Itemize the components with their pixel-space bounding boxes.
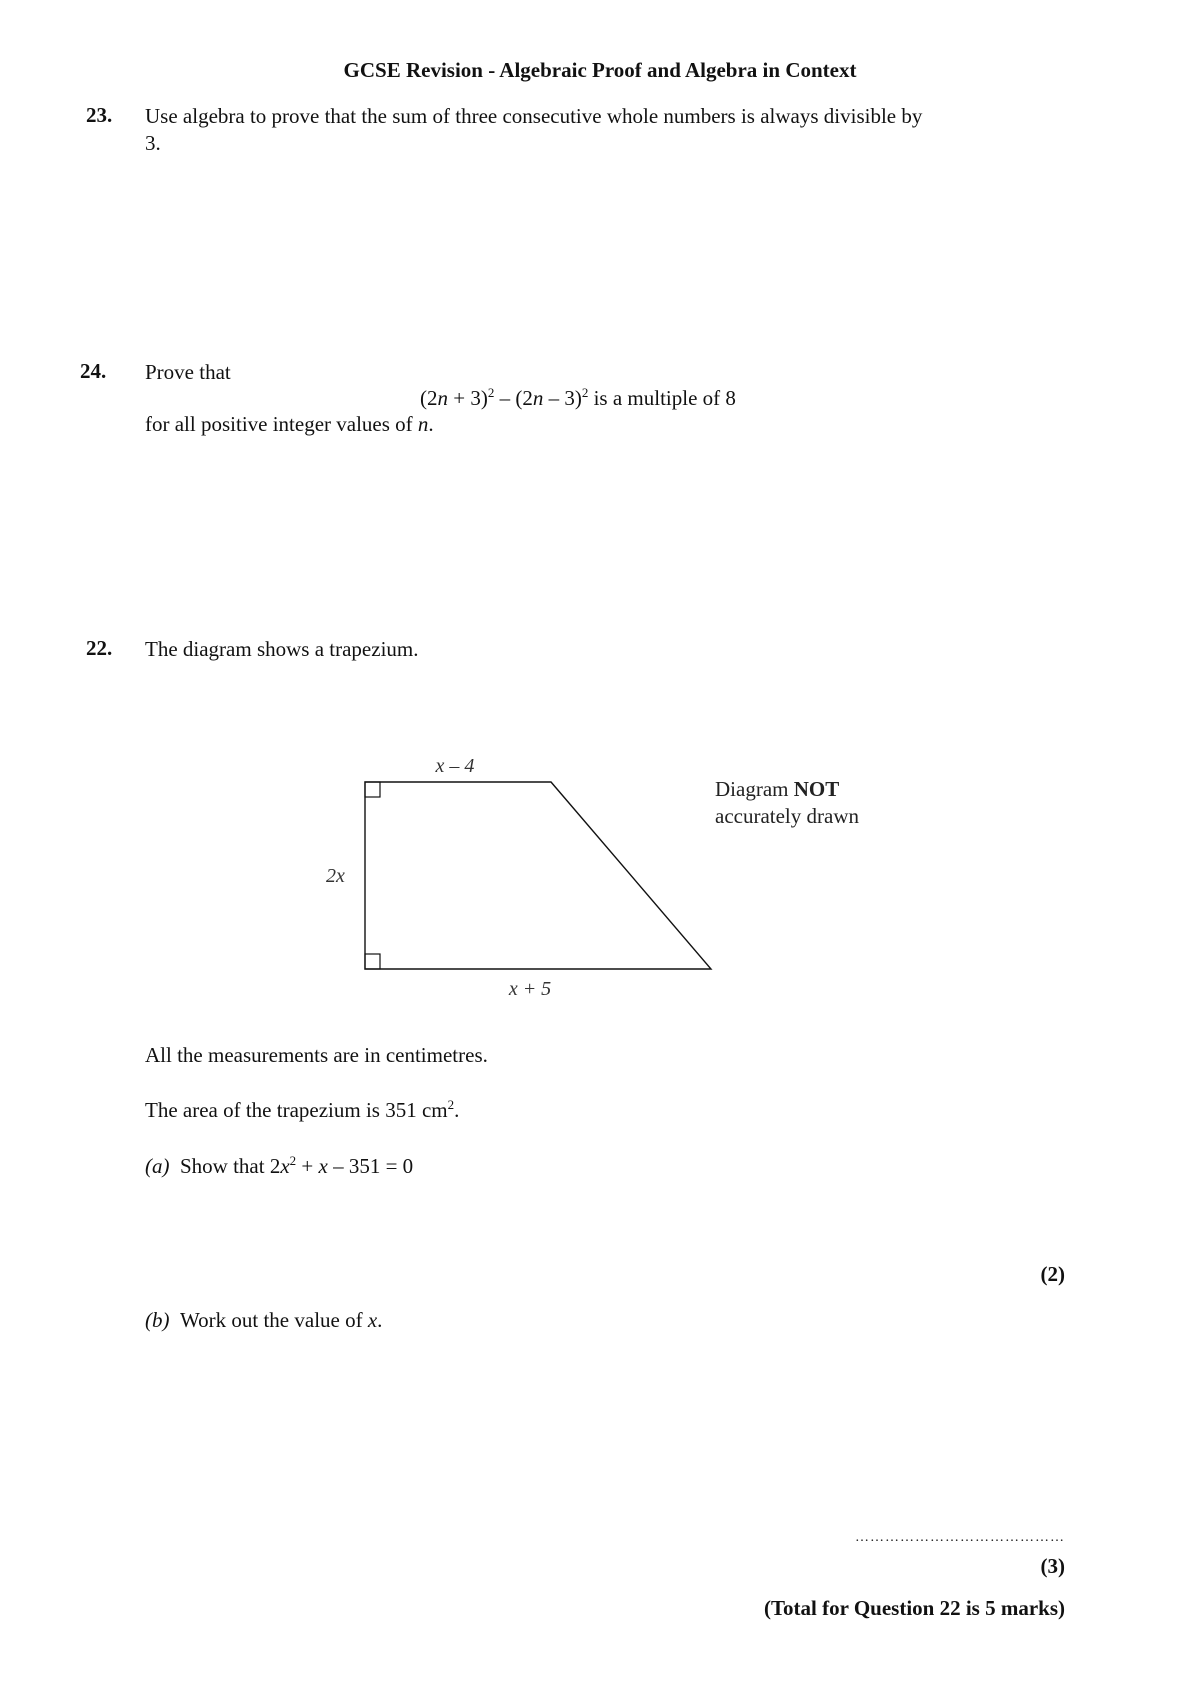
diagram-note-prefix: Diagram: [715, 777, 794, 801]
right-angle-top-marker: [365, 782, 380, 797]
area-prefix: The area of the trapezium is 351 cm: [145, 1098, 448, 1122]
part-a-text: [145, 1153, 413, 1180]
part-a-var2: x: [318, 1154, 328, 1178]
label-left-side: 2x: [326, 865, 345, 887]
question-24-number: 24.: [80, 359, 107, 383]
part-a-marks: (2): [1040, 1262, 1065, 1286]
area-text: [145, 1097, 459, 1124]
diagram-note-line2: accurately drawn: [715, 804, 859, 828]
part-a-prefix: Show that 2: [180, 1154, 281, 1178]
part-a-exp: 2: [289, 1153, 297, 1168]
part-a-tail: – 351 = 0: [327, 1154, 414, 1178]
outro-prefix: for all positive integer values of: [145, 412, 418, 436]
outro-suffix: .: [428, 412, 434, 436]
expr-tail: is a multiple of 8: [588, 386, 736, 410]
part-a-mid: +: [296, 1154, 319, 1178]
expr-var-b: n: [532, 386, 544, 410]
diagram-note-line1: [715, 777, 839, 801]
question-23-text-line2: 3.: [145, 131, 161, 155]
expr-exp-a: 2: [487, 385, 495, 400]
area-exp: 2: [447, 1097, 455, 1112]
expr-part2: + 3): [448, 386, 488, 410]
part-b-text: [145, 1307, 382, 1334]
expr-var-a: n: [437, 386, 448, 410]
part-b-marks: (3): [1040, 1554, 1065, 1578]
label-bottom-side: x + 5: [508, 978, 552, 1000]
right-angle-bottom-marker: [365, 954, 380, 969]
measurements-text: All the measurements are in centimetres.: [145, 1043, 488, 1067]
trapezium-shape: [365, 782, 711, 969]
question-23-number: 23.: [86, 103, 113, 127]
part-b-suffix: .: [377, 1308, 383, 1332]
area-suffix: .: [454, 1098, 460, 1122]
part-b-var: x: [367, 1308, 378, 1332]
question-22-intro: The diagram shows a trapezium.: [145, 637, 419, 661]
expr-exp-b: 2: [581, 385, 589, 400]
part-a-var1: x: [280, 1154, 290, 1178]
page-title: GCSE Revision - Algebraic Proof and Algebra in Context: [343, 58, 857, 82]
expr-part3: – (2: [494, 386, 533, 410]
part-b-prefix: Work out the value of: [180, 1308, 368, 1332]
part-a-label: (a): [145, 1154, 170, 1178]
label-top-side: x – 4: [435, 755, 475, 777]
question-22-number: 22.: [86, 636, 113, 660]
answer-line[interactable]: ……………………………………: [855, 1530, 1065, 1545]
total-marks: (Total for Question 22 is 5 marks): [763, 1596, 1065, 1620]
part-b-label: (b): [145, 1308, 170, 1332]
diagram-note-bold: NOT: [793, 777, 840, 801]
expr-part4: – 3): [543, 386, 582, 410]
expr-part1: (2: [420, 386, 438, 410]
question-24-intro: Prove that: [145, 360, 231, 384]
question-23-text-line1: Use algebra to prove that the sum of three consecutive whole numbers is always divisible by: [145, 104, 923, 128]
outro-var: n: [417, 412, 429, 436]
